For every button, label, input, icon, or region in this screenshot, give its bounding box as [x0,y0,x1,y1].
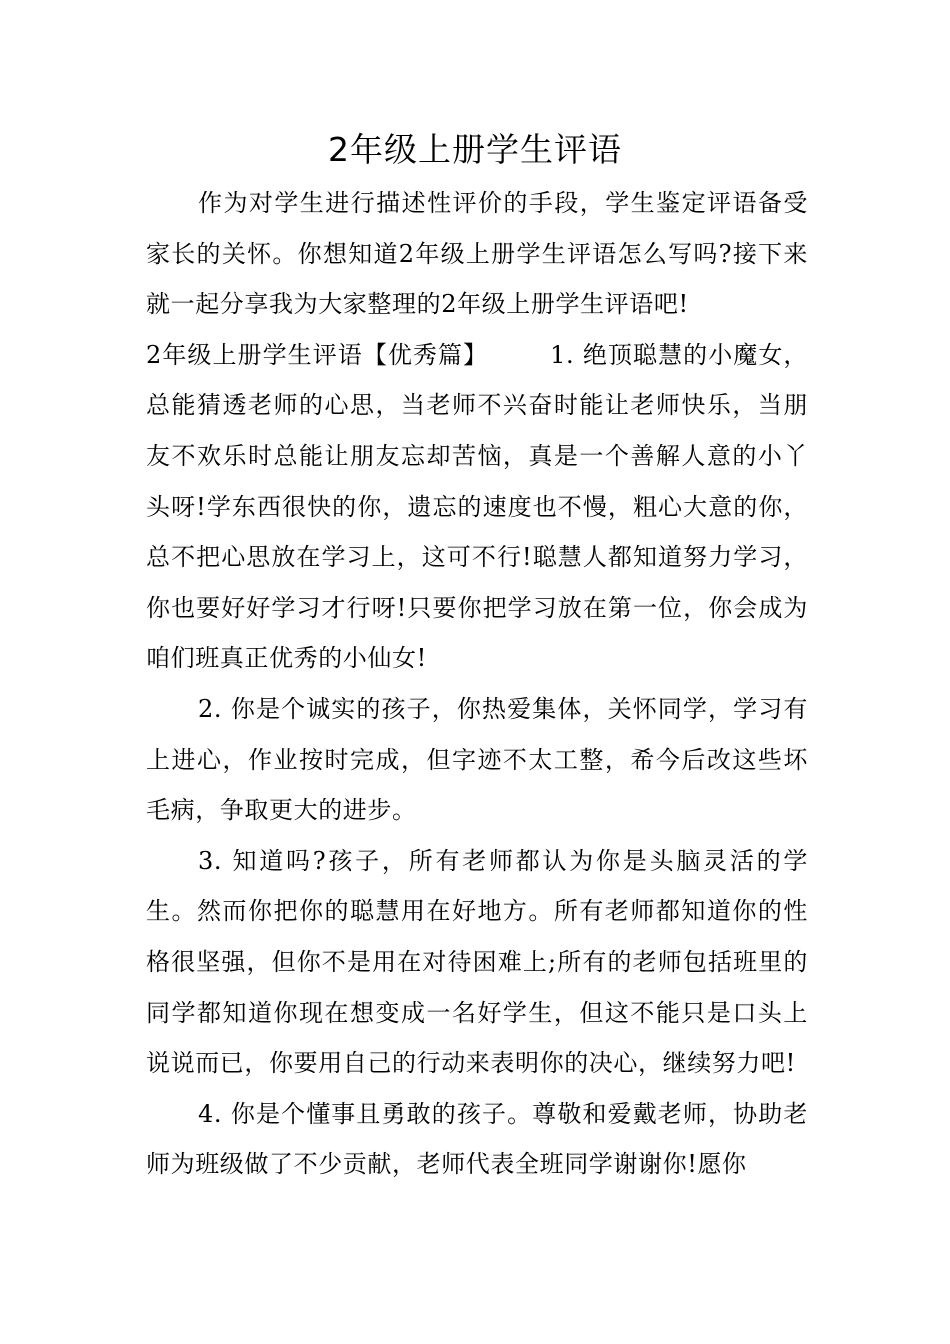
intro-paragraph: 作为对学生进行描述性评价的手段，学生鉴定评语备受家长的关怀。你想知道2年级上册学生评语怎么写吗?接下来就一起分享我为大家整理的2年级上册学生评语吧! [146,189,808,319]
comment-1: 1. 绝顶聪慧的小魔女，总能猜透老师的心思，当老师不兴奋时能让老师快乐，当朋友不欢乐时总能让朋友忘却苦恼，真是一个善解人意的小丫头呀!学东西很快的你，遗忘的速度也不慢，粗心大意的你，总不把心思放在学习上，这可不行!聪慧人都知道努力学习，你也要好好学习才行呀!只要你把学习放在第一位，你会成为咱们班真正优秀的小仙女! [146,340,808,673]
comment-3: 3. 知道吗?孩子，所有老师都认为你是头脑灵活的学生。然而你把你的聪慧用在好地方。所有老师都知道你的性格很坚强，但你不是用在对待困难上;所有的老师包括班里的同学都知道你现在想变成一名好学生，但这不能只是口头上说说而已，你要用自己的行动来表明你的决心，继续努力吧! [146,846,808,1078]
comment-4: 4. 你是个懂事且勇敢的孩子。尊敬和爱戴老师，协助老师为班级做了不少贡献，老师代表全班同学谢谢你!愿你 [146,1099,808,1179]
document-body [146,178,808,1190]
comment-2: 2. 你是个诚实的孩子，你热爱集体，关怀同学，学习有上进心，作业按时完成，但字迹不太工整，希今后改这些坏毛病，争取更大的进步。 [146,694,808,825]
section-paragraph [146,330,808,684]
section-heading: 2年级上册学生评语【优秀篇】 [146,340,489,369]
document-title: 2年级上册学生评语 [328,130,622,169]
